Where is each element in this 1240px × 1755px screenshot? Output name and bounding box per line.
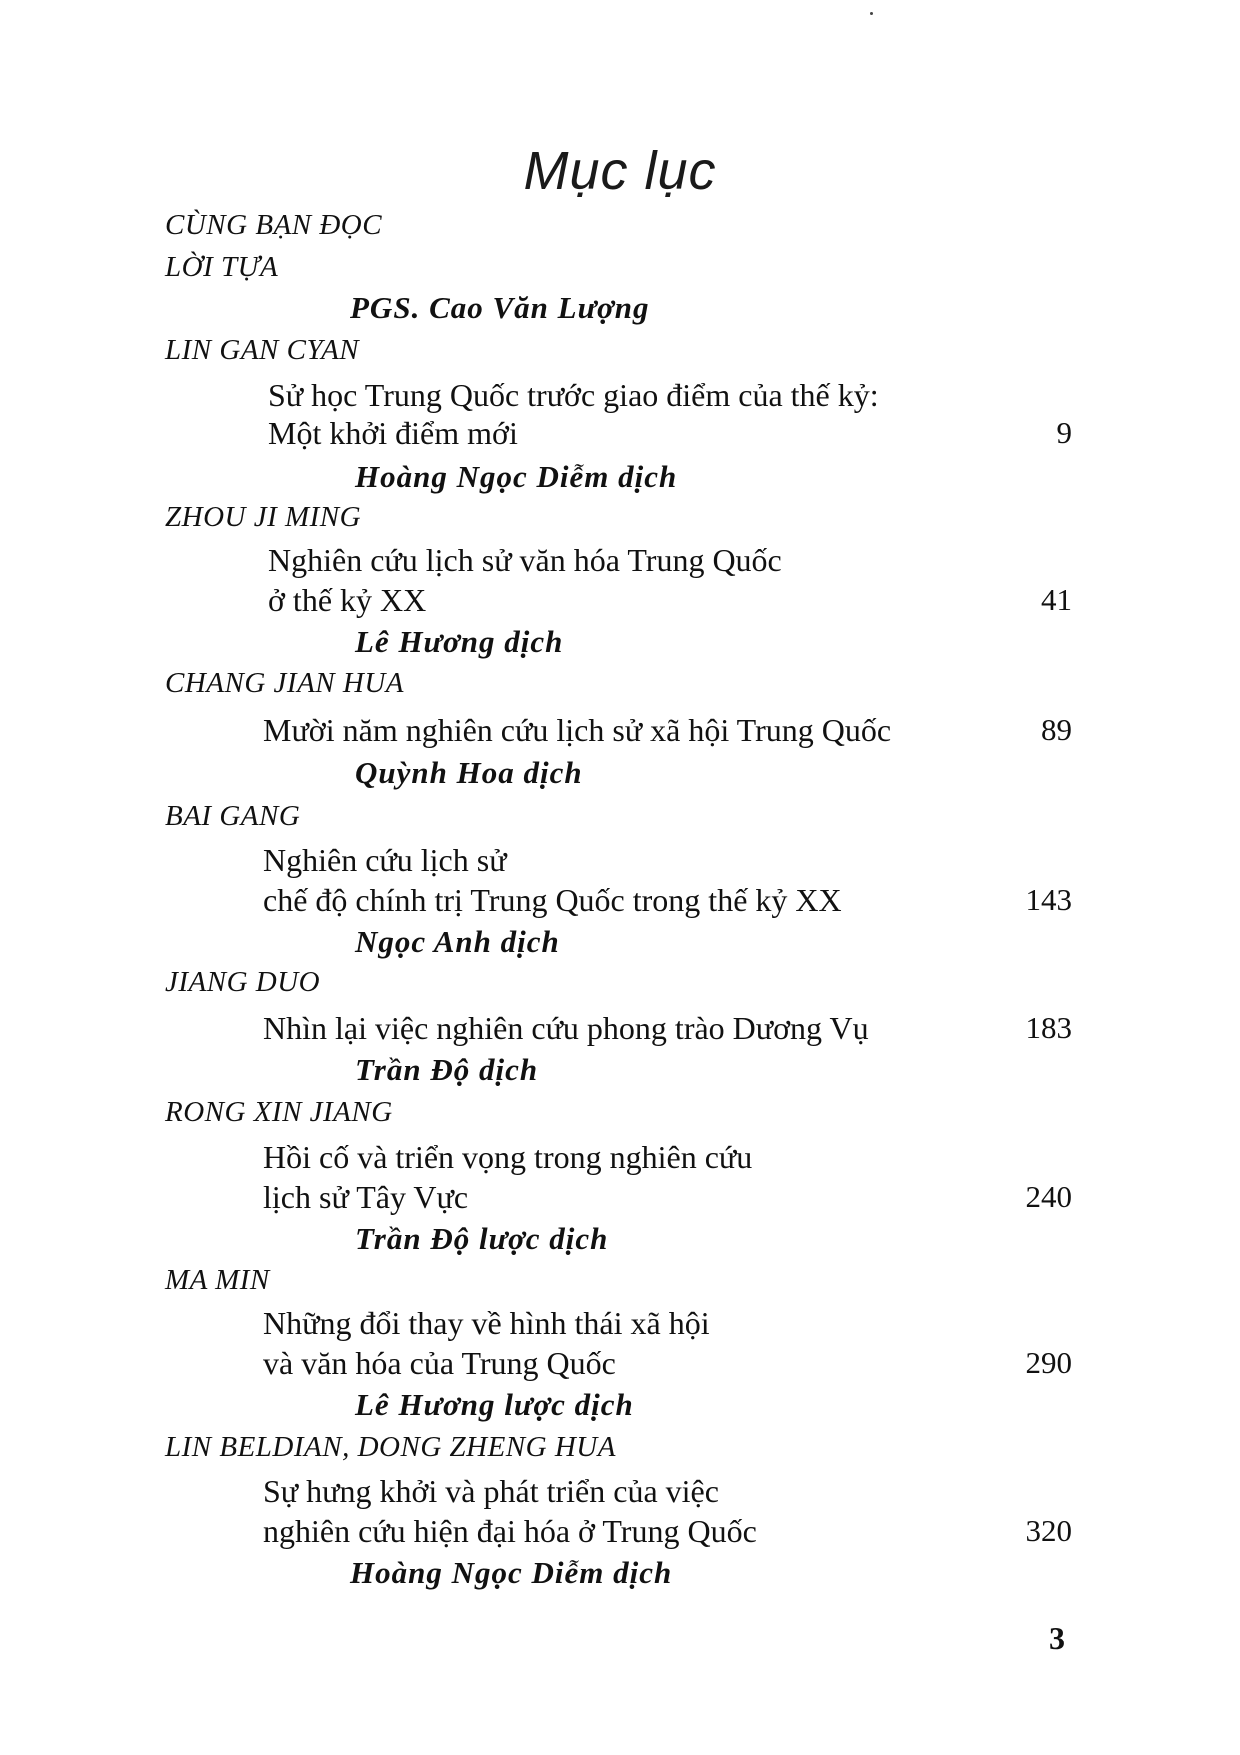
toc-translator: Lê Hương dịch xyxy=(355,624,564,659)
toc-title-line[interactable]: Sử học Trung Quốc trước giao điểm của thế kỷ: xyxy=(268,377,879,413)
toc-author: LỜI TỰA xyxy=(165,251,279,283)
toc-translator: Ngọc Anh dịch xyxy=(355,924,560,959)
toc-title-line[interactable]: Sự hưng khởi và phát triển của việc xyxy=(263,1473,719,1509)
toc-translator: Quỳnh Hoa dịch xyxy=(355,755,583,790)
toc-title-line[interactable]: Nghiên cứu lịch sử văn hóa Trung Quốc xyxy=(268,542,782,578)
toc-page-number[interactable]: 41 xyxy=(1041,582,1072,617)
toc-author: CÙNG BẠN ĐỌC xyxy=(165,209,383,241)
toc-title-line[interactable]: Những đổi thay về hình thái xã hội xyxy=(263,1305,710,1341)
toc-author: RONG XIN JIANG xyxy=(165,1096,393,1128)
toc-translator: Hoàng Ngọc Diễm dịch xyxy=(355,459,678,494)
toc-page-number[interactable]: 240 xyxy=(1025,1179,1072,1214)
toc-translator: Trần Độ dịch xyxy=(355,1052,539,1087)
toc-page-number[interactable]: 320 xyxy=(1025,1513,1072,1548)
toc-translator: Hoàng Ngọc Diễm dịch xyxy=(350,1555,673,1590)
toc-title-line[interactable]: Nhìn lại việc nghiên cứu phong trào Dương Vụ xyxy=(263,1010,869,1046)
page-number: 3 xyxy=(1049,1620,1065,1656)
toc-author: LIN BELDIAN, DONG ZHENG HUA xyxy=(165,1431,616,1463)
toc-author: ZHOU JI MING xyxy=(165,501,362,533)
toc-title-line[interactable]: lịch sử Tây Vực xyxy=(263,1179,469,1215)
toc-translator: Trần Độ lược dịch xyxy=(355,1221,609,1256)
toc-title-line[interactable]: Một khởi điểm mới xyxy=(268,415,518,451)
toc-page-number[interactable]: 89 xyxy=(1041,712,1072,747)
toc-title-line[interactable]: chế độ chính trị Trung Quốc trong thế kỷ XX xyxy=(263,882,842,918)
toc-title-line[interactable]: ở thế kỷ XX xyxy=(268,582,427,618)
toc-title-line[interactable]: Hồi cố và triển vọng trong nghiên cứu xyxy=(263,1139,753,1175)
toc-page-number[interactable]: 183 xyxy=(1025,1010,1072,1045)
toc-translator: Lê Hương lược dịch xyxy=(355,1387,634,1422)
toc-title-line[interactable]: Nghiên cứu lịch sử xyxy=(263,842,507,878)
toc-author: LIN GAN CYAN xyxy=(165,334,360,366)
toc-page-number[interactable]: 9 xyxy=(1056,415,1072,450)
toc-author: BAI GANG xyxy=(165,800,301,832)
toc-author: MA MIN xyxy=(165,1264,270,1296)
toc-author: JIANG DUO xyxy=(165,966,321,998)
page-title: Mục lục xyxy=(523,141,717,201)
toc-page-number[interactable]: 143 xyxy=(1025,882,1072,917)
toc-author: CHANG JIAN HUA xyxy=(165,667,404,699)
toc-title-line[interactable]: và văn hóa của Trung Quốc xyxy=(263,1345,616,1381)
toc-page-number[interactable]: 290 xyxy=(1025,1345,1072,1380)
toc-title-line[interactable]: nghiên cứu hiện đại hóa ở Trung Quốc xyxy=(263,1513,757,1549)
toc-title-line[interactable]: Mười năm nghiên cứu lịch sử xã hội Trung Quốc xyxy=(263,712,892,748)
toc-translator: PGS. Cao Văn Lượng xyxy=(350,290,650,325)
